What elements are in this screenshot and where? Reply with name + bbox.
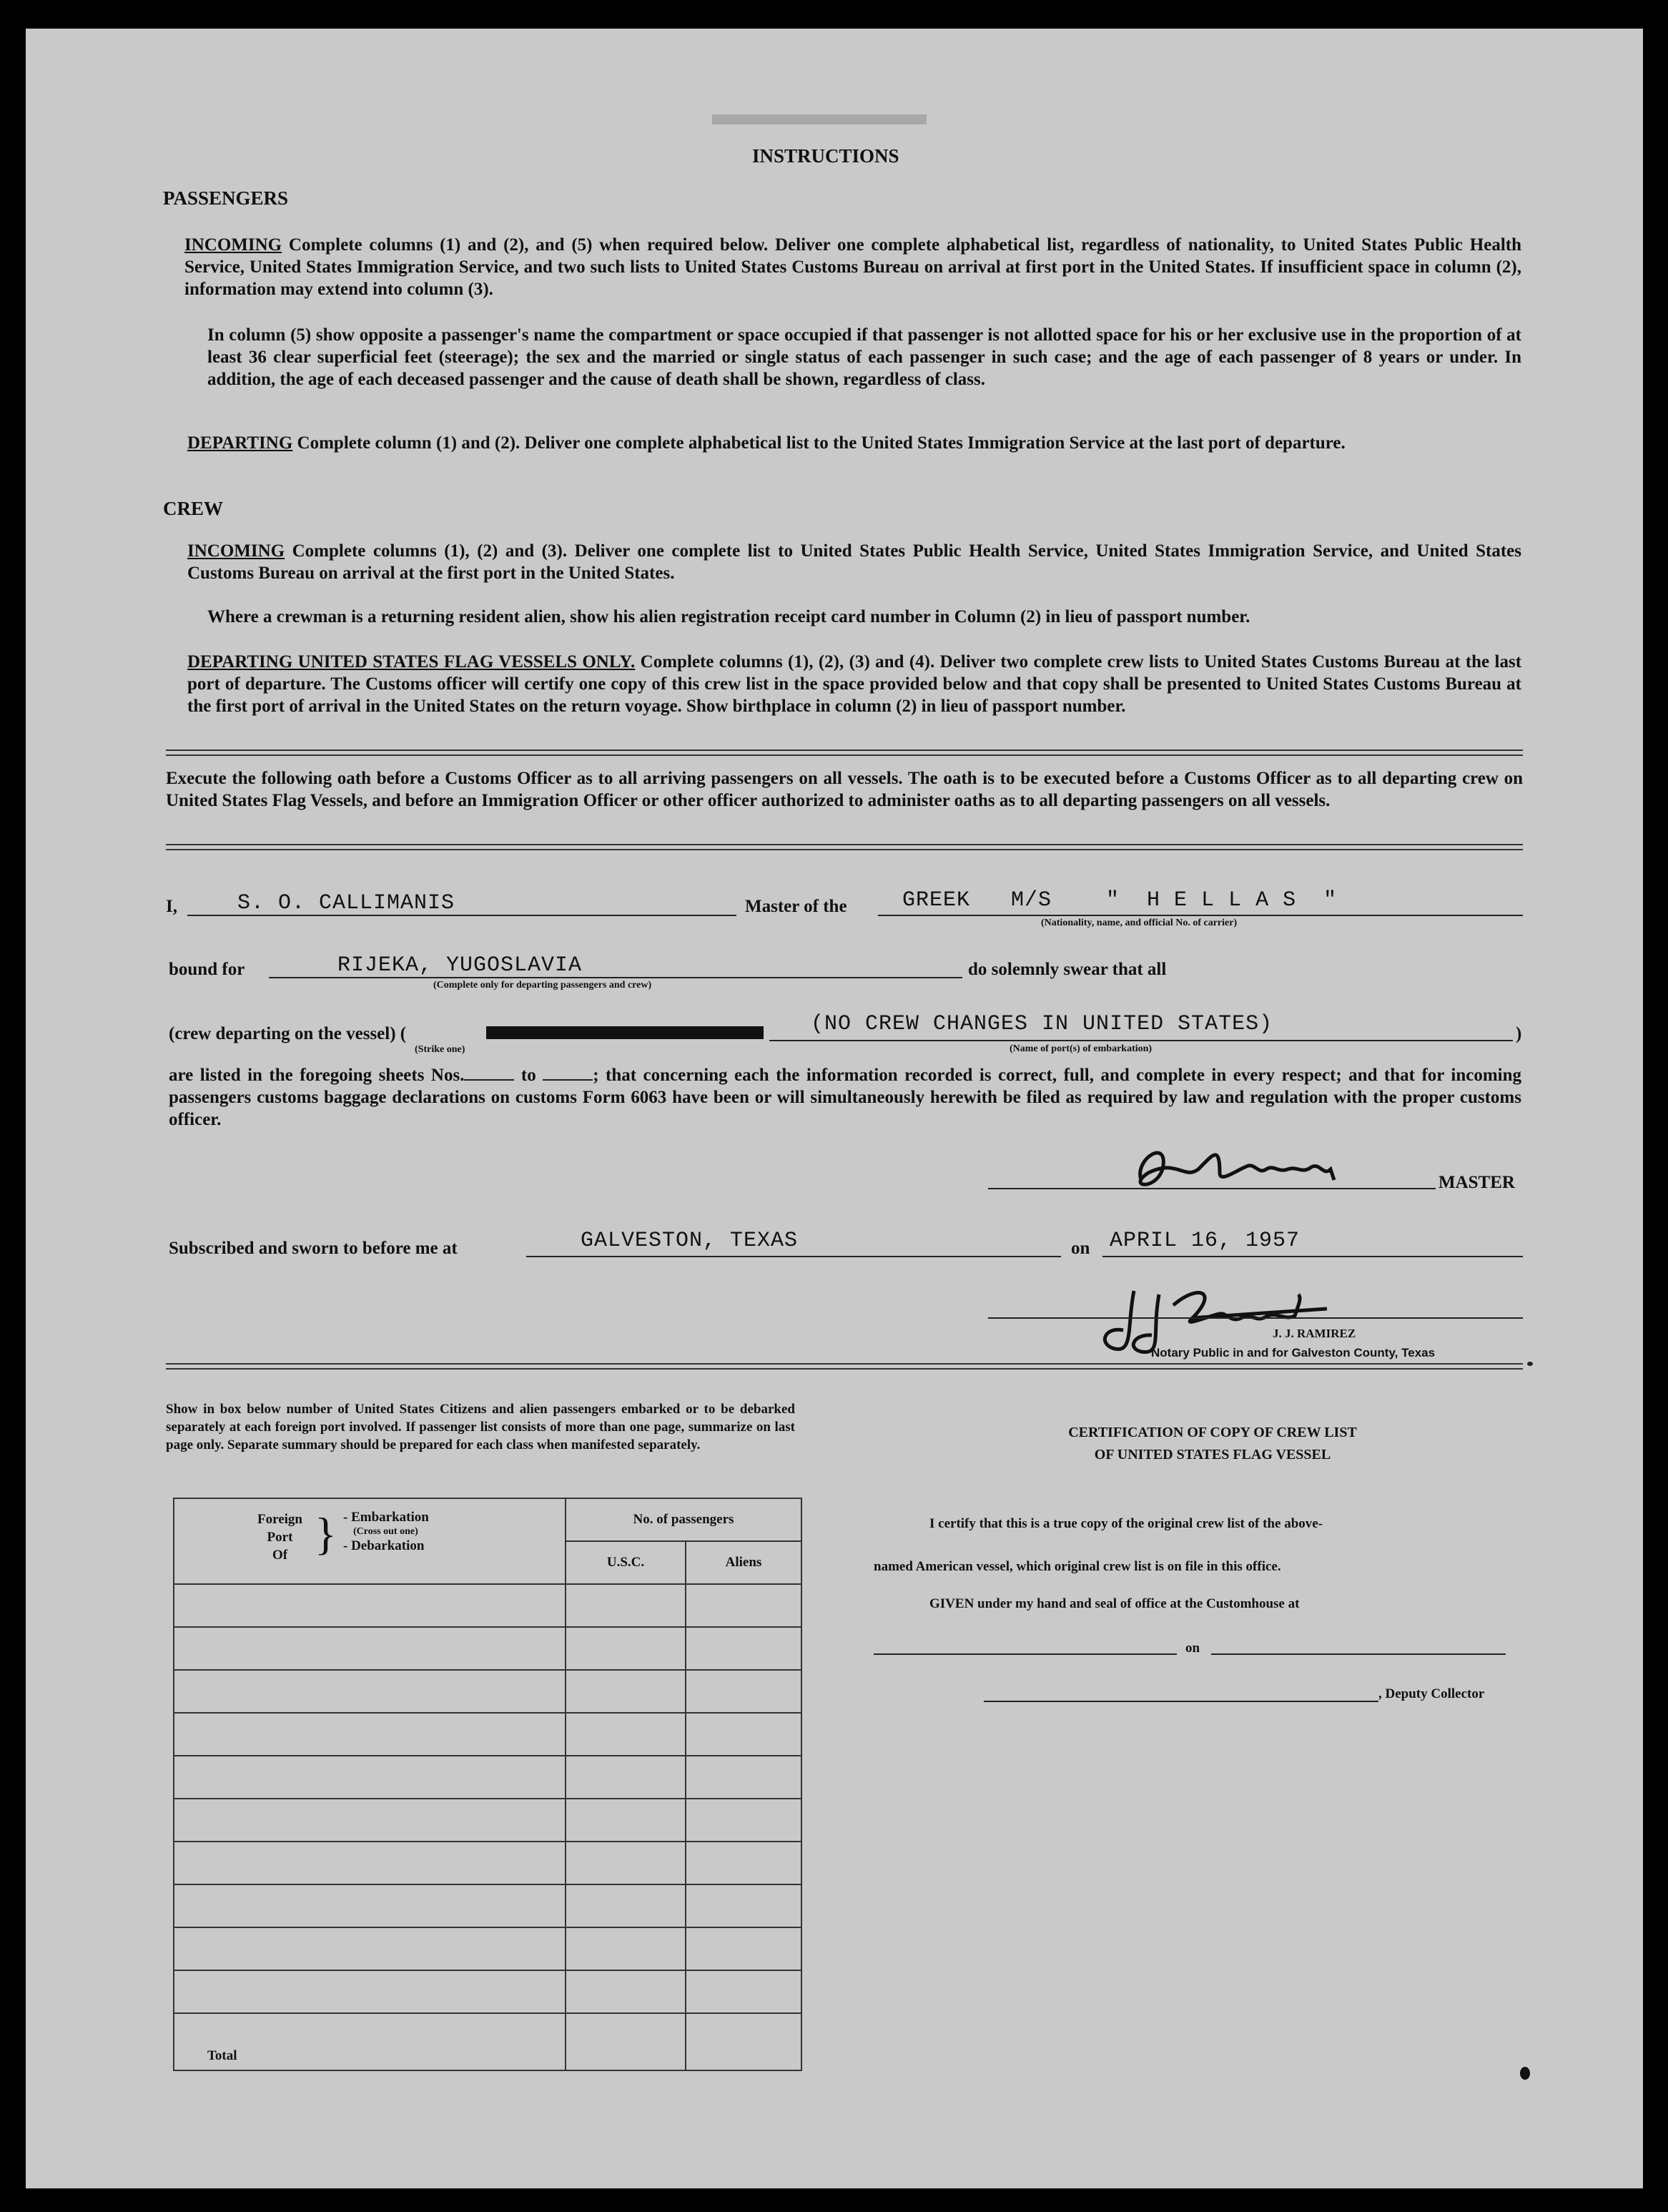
table-total-row xyxy=(174,2013,801,2070)
passengers-incoming-paragraph xyxy=(184,234,1521,300)
foreign-port-header xyxy=(174,1498,566,1584)
redaction-mark xyxy=(486,1026,764,1039)
no-of-passengers-header: No. of passengers xyxy=(566,1498,801,1541)
listed-paragraph xyxy=(169,1064,1521,1131)
bound-for-field: RIJEKA, YUGOSLAVIA xyxy=(337,953,583,978)
embarkation-label: - Embarkation xyxy=(343,1510,429,1525)
port-field: (NO CREW CHANGES IN UNITED STATES) xyxy=(811,1012,1273,1036)
table-row xyxy=(174,1713,801,1756)
i-label: I, xyxy=(166,897,177,916)
usc-header: U.S.C. xyxy=(566,1541,686,1584)
table-row xyxy=(174,1799,801,1842)
swear-text: do solemnly swear that all xyxy=(968,960,1167,979)
table-row xyxy=(174,1842,801,1884)
passengers-departing-paragraph xyxy=(187,432,1521,454)
passengers-departing-label: DEPARTING xyxy=(187,433,293,453)
bound-for-label: bound for xyxy=(169,960,245,979)
table-row xyxy=(174,1670,801,1713)
crew-departing-label: (crew departing on the vessel) ( xyxy=(169,1024,407,1043)
certification-title-line2: OF UNITED STATES FLAG VESSEL xyxy=(1094,1447,1331,1463)
foreign-label: Foreign xyxy=(257,1512,302,1527)
divider xyxy=(166,749,1523,756)
table-row xyxy=(174,1627,801,1670)
port-label: Port xyxy=(267,1530,293,1545)
aliens-header: Aliens xyxy=(686,1541,801,1584)
carrier-note: (Nationality, name, and official No. of carrier) xyxy=(1041,918,1238,928)
master-name-field: S. O. CALLIMANIS xyxy=(237,891,455,915)
passengers-incoming-text: Complete columns (1) and (2), and (5) when required below. Deliver one complete alphabetical list, regardless of nationality, to United States Public Health Service, United States Immigration Service, and two such lists to United States Customs Bureau on arrival at first port in the United States. If insufficient space in column (2), information may extend into column (3). xyxy=(184,235,1522,299)
passengers-heading: PASSENGERS xyxy=(163,187,289,209)
speck xyxy=(1527,1362,1533,1366)
table-row xyxy=(174,1884,801,1927)
table-row xyxy=(174,1970,801,2013)
certify-line3: GIVEN under my hand and seal of office at the Customhouse at xyxy=(929,1596,1300,1611)
master-signature xyxy=(1112,1130,1370,1201)
header-stamp xyxy=(712,114,927,124)
listed-text-b: ; that concerning each the information recorded is correct, full, and complete in every respect; and that for incoming passengers customs baggage declarations on customs Form 6063 have been or will simultaneously herewith be filed as required by law and regulation with the proper customs officer. xyxy=(169,1066,1521,1129)
total-label: Total xyxy=(174,2013,566,2070)
strike-note: (Strike one) xyxy=(415,1044,465,1055)
divider xyxy=(166,1363,1523,1370)
debarkation-label: - Debarkation xyxy=(343,1538,425,1553)
column5-paragraph: In column (5) show opposite a passenger's name the compartment or space occupied if that passenger is not allotted space for his or her exclusive use in the proportion of at least 36 clear superficial feet (steerage); the sex and the married or single status of each passenger in such case; and the age of each passenger of 8 years or under. In addition, the age of each deceased passenger and the cause of death shall be shown, regardless of class. xyxy=(207,325,1521,389)
table-row xyxy=(174,1927,801,1970)
notary-name: J. J. RAMIREZ xyxy=(1273,1327,1356,1340)
carrier-field: GREEK M/S " H E L L A S " xyxy=(902,888,1338,913)
passengers-incoming-label: INCOMING xyxy=(184,235,282,255)
certify-line2: named American vessel, which original crew list is on file in this office. xyxy=(874,1559,1281,1574)
notary-title: Notary Public in and for Galveston County, Texas xyxy=(1151,1346,1436,1360)
speck xyxy=(1520,2067,1530,2080)
table-row xyxy=(174,1584,801,1627)
certify-on-label: on xyxy=(1185,1641,1200,1656)
subscribed-label: Subscribed and sworn to before me at xyxy=(169,1239,458,1258)
certify-line1: I certify that this is a true copy of the original crew list of the above- xyxy=(929,1516,1323,1531)
listed-to: to xyxy=(520,1066,536,1085)
crew-heading: CREW xyxy=(163,498,224,519)
master-label: MASTER xyxy=(1438,1173,1515,1192)
bound-note: (Complete only for departing passengers and crew) xyxy=(433,980,652,991)
crew-incoming-paragraph xyxy=(187,540,1521,584)
table-row xyxy=(174,1756,801,1799)
master-of-label: Master of the xyxy=(745,897,847,916)
sworn-date-field: APRIL 16, 1957 xyxy=(1110,1229,1301,1253)
of-label: Of xyxy=(272,1548,288,1563)
summary-instructions: Show in box below number of United States Citizens and alien passengers embarked or to be debarked separately at each foreign port involved. If passenger list consists of more than one page, summarize on last page only. Separate summary should be prepared for each class when manifested separately. xyxy=(166,1402,795,1452)
page-title: INSTRUCTIONS xyxy=(752,145,899,167)
crew-departing-paragraph xyxy=(187,651,1521,717)
table-header-row xyxy=(174,1498,801,1541)
crew-departing-text: Complete columns (1), (2), (3) and (4). Deliver two complete crew lists to United States Customs Bureau at the last port of departure. The Customs officer will certify one copy of this crew list in the space provided below and that copy shall be presented to United States Customs Bureau at the first port of arrival in the United States on the return voyage. Show birthplace in column (2) in lieu of passport number. xyxy=(187,652,1522,716)
listed-text-a: are listed in the foregoing sheets Nos. xyxy=(169,1066,465,1085)
oath-intro: Execute the following oath before a Customs Officer as to all arriving passengers on all vessels. The oath is to be executed before a Customs Officer as to all departing crew on United States Flag Vessels, and before an Immigration Officer or other officer authorized to administer oaths as to all departing passengers on all vessels. xyxy=(166,769,1523,810)
brace: } xyxy=(315,1508,337,1559)
passengers-departing-text: Complete column (1) and (2). Deliver one complete alphabetical list to the United States Immigration Service at the last port of departure. xyxy=(297,433,1346,453)
crew-incoming-text: Complete columns (1), (2) and (3). Deliver one complete list to United States Public Health Service, United States Immigration Service, and United States Customs Bureau on arrival at the first port in the United States. xyxy=(187,541,1522,583)
deputy-collector-label: , Deputy Collector xyxy=(1378,1686,1485,1701)
crew-list-document xyxy=(26,29,1643,2188)
crew-departing-label: DEPARTING UNITED STATES FLAG VESSELS ONLY. xyxy=(187,652,636,672)
port-note: (Name of port(s) of embarkation) xyxy=(1010,1043,1153,1054)
certification-title xyxy=(919,1422,1506,1466)
close-paren: ) xyxy=(1516,1024,1522,1043)
crew-resident-paragraph: Where a crewman is a returning resident alien, show his alien registration receipt card number in Column (2) in lieu of passport number. xyxy=(207,607,1250,626)
certification-title-line1: CERTIFICATION OF COPY OF CREW LIST xyxy=(1068,1425,1357,1440)
passenger-summary-table xyxy=(173,1498,802,2071)
sworn-place-field: GALVESTON, TEXAS xyxy=(581,1229,799,1253)
cross-out-label: (Cross out one) xyxy=(353,1526,418,1537)
divider xyxy=(166,844,1523,850)
on-label: on xyxy=(1071,1239,1090,1258)
crew-incoming-label: INCOMING xyxy=(187,541,285,561)
